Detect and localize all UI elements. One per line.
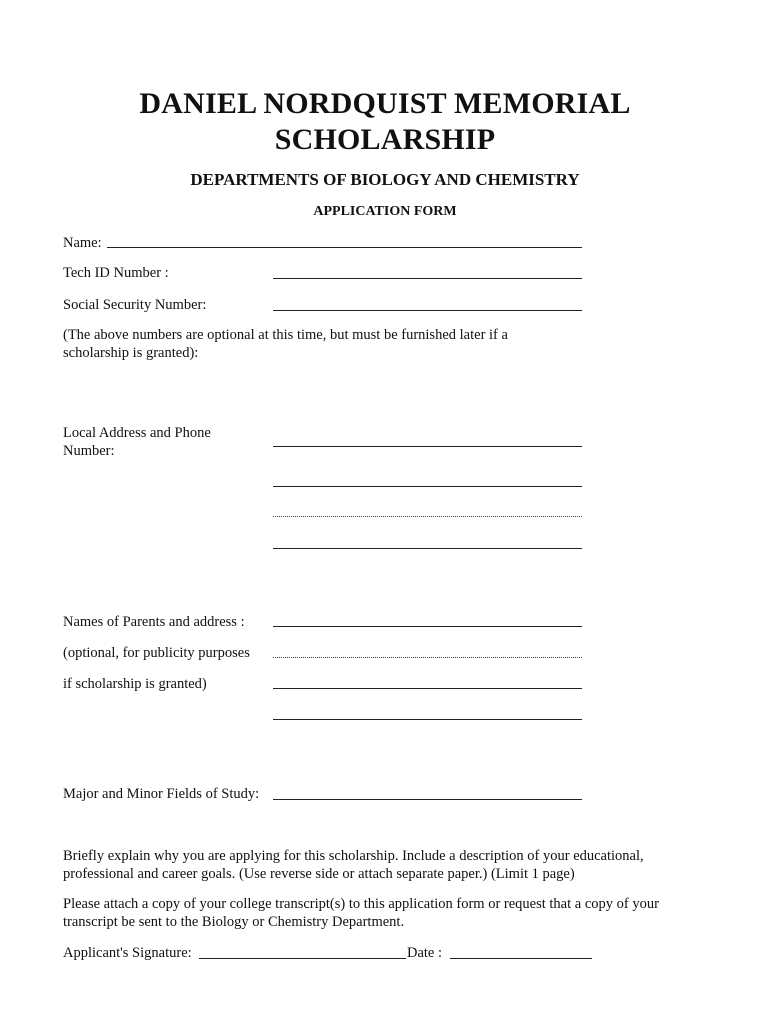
date-label: Date : — [407, 945, 443, 961]
parents-field-line2[interactable] — [273, 657, 582, 658]
address-field-line4[interactable] — [273, 548, 582, 549]
departments-heading: DEPARTMENTS OF BIOLOGY AND CHEMISTRY — [190, 170, 580, 189]
transcript-instructions: Please attach a copy of your college transcript(s) to this application form or request that a copy of your transcript be sent to the Biology or Chemistry Department. — [63, 896, 659, 930]
tech-id-label: Tech ID Number : — [63, 265, 169, 281]
date-field[interactable] — [450, 958, 592, 959]
name-label: Name: — [63, 235, 102, 251]
parents-field-line4[interactable] — [273, 719, 582, 720]
address-field-line1[interactable] — [273, 446, 582, 447]
address-field-line3[interactable] — [273, 516, 582, 517]
parents-field-line1[interactable] — [273, 626, 582, 627]
ssn-label: Social Security Number: — [63, 297, 207, 313]
address-label-line2: Number: — [63, 443, 115, 459]
form-title-line1: DANIEL NORDQUIST MEMORIAL — [139, 87, 631, 120]
optional-numbers-note: (The above numbers are optional at this time, but must be furnished later if a scholarship is granted): — [63, 327, 508, 361]
form-title-line2: SCHOLARSHIP — [274, 123, 496, 156]
signature-field[interactable] — [199, 958, 406, 959]
name-field[interactable] — [107, 247, 582, 248]
parents-field-line3[interactable] — [273, 688, 582, 689]
major-minor-field[interactable] — [273, 799, 582, 800]
parents-note-line2: if scholarship is granted) — [63, 676, 207, 692]
parents-note-line1: (optional, for publicity purposes — [63, 645, 250, 661]
signature-label: Applicant's Signature: — [63, 945, 192, 961]
parents-label: Names of Parents and address : — [63, 614, 245, 630]
explain-instructions: Briefly explain why you are applying for this scholarship. Include a description of your educational, professional and career goals. (Use reverse side or attach separate paper.) (Limit 1 page) — [63, 848, 644, 882]
address-label-line1: Local Address and Phone — [63, 425, 211, 441]
ssn-field[interactable] — [273, 310, 582, 311]
application-form-heading: APPLICATION FORM — [313, 204, 457, 219]
major-minor-label: Major and Minor Fields of Study: — [63, 786, 260, 802]
address-field-line2[interactable] — [273, 486, 582, 487]
tech-id-field[interactable] — [273, 278, 582, 279]
